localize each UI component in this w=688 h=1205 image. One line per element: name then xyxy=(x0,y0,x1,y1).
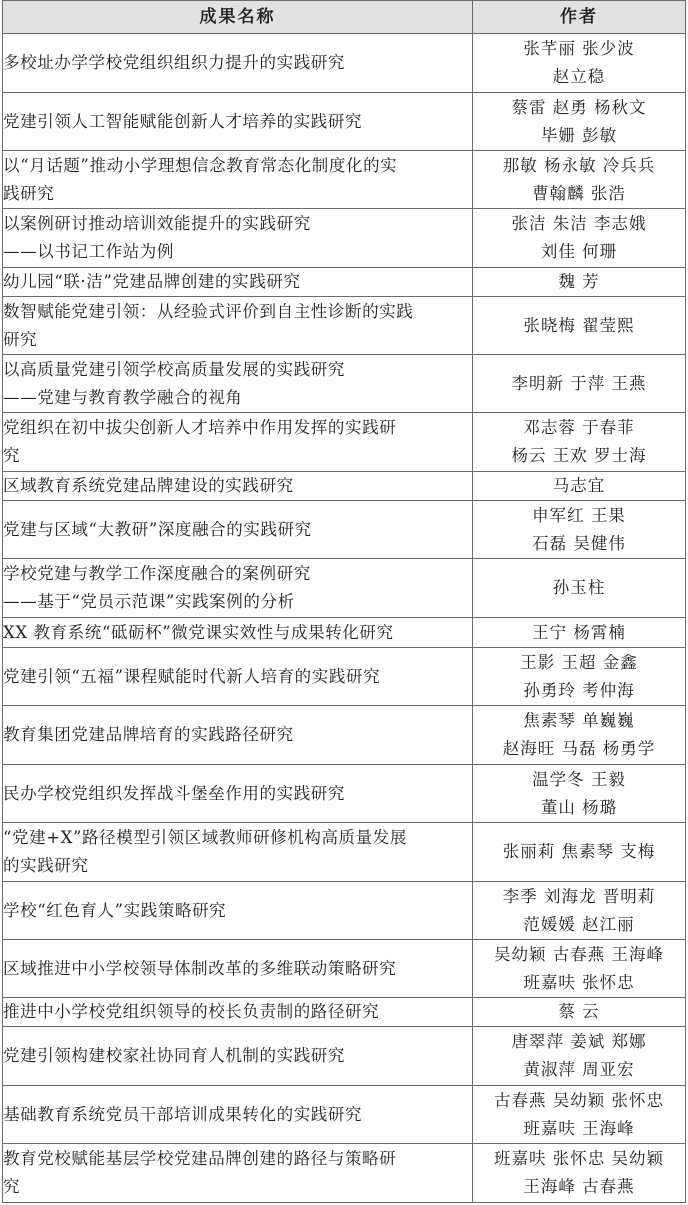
header-author-column: 作者 xyxy=(473,1,686,34)
achievement-title-line: ——党建与教育教学融合的视角 xyxy=(3,387,243,407)
authors-line: 赵海旺 马磊 杨勇学 xyxy=(502,739,656,758)
achievement-title-cell xyxy=(3,1086,473,1144)
authors-cell xyxy=(473,34,686,93)
table-row xyxy=(3,823,686,882)
authors-line: 班嘉呋 张怀忠 吴幼颖 xyxy=(494,1149,664,1168)
authors-cell xyxy=(473,151,686,209)
authors-cell xyxy=(473,823,686,882)
achievement-title-line: 教育党校赋能基层学校党建品牌创建的路径与策略研 xyxy=(3,1149,397,1168)
achievement-title-cell xyxy=(3,209,473,268)
authors-cell xyxy=(473,618,686,648)
authors-cell xyxy=(473,998,686,1027)
authors-line: 张洁 朱洁 李志娥 xyxy=(511,214,647,233)
authors-line: 王海峰 古春燕 xyxy=(523,1177,635,1196)
achievement-title-line: 党建引领“五福”课程赋能时代新人培育的实践研究 xyxy=(3,666,381,686)
achievement-title-cell xyxy=(3,355,473,413)
authors-line: 马志宜 xyxy=(552,476,606,495)
achievement-title-cell xyxy=(3,151,473,209)
achievement-title-line: 学校党建与教学工作深度融合的案例研究 xyxy=(3,564,311,583)
achievement-title-cell xyxy=(3,823,473,882)
achievement-title-line: ——以书记工作站为例 xyxy=(3,242,174,261)
achievement-title-cell xyxy=(3,618,473,648)
table-row xyxy=(3,1086,686,1144)
authors-line: 温学冬 王毅 xyxy=(532,769,626,789)
achievement-title-line: 推进中小学校党组织领导的校长负责制的路径研究 xyxy=(3,1002,380,1021)
authors-line: 曹翰麟 张浩 xyxy=(532,183,626,203)
authors-line: 魏 芳 xyxy=(558,272,600,291)
authors-line: 古春燕 吴幼颖 张怀忠 xyxy=(494,1090,664,1110)
achievement-title-line: 区域推进中小学校领导体制改革的多维联动策略研究 xyxy=(3,958,397,978)
authors-line: 邓志蓉 于春菲 xyxy=(523,418,635,437)
table-row xyxy=(3,501,686,559)
achievement-title-line: 党建引领构建校家社协同育人机制的实践研究 xyxy=(3,1046,345,1065)
authors-cell xyxy=(473,297,686,355)
achievement-title-line: 究 xyxy=(3,1177,21,1196)
table-row xyxy=(3,706,686,765)
table-row xyxy=(3,765,686,823)
authors-line: 毕姗 彭敏 xyxy=(540,125,618,145)
table-row xyxy=(3,559,686,618)
achievement-title-cell xyxy=(3,297,473,355)
achievement-title-line: “党建+X”路径模型引领区域教师研修机构高质量发展 xyxy=(3,828,407,847)
authors-cell xyxy=(473,268,686,297)
table-row xyxy=(3,34,686,93)
authors-line: 焦素琴 单巍巍 xyxy=(523,711,635,730)
achievement-title-cell xyxy=(3,882,473,940)
authors-line: 王影 王超 金鑫 xyxy=(520,652,638,672)
table-row xyxy=(3,618,686,648)
authors-line: 唐翠萍 姜斌 郑娜 xyxy=(511,1032,647,1051)
authors-line: 赵立稳 xyxy=(552,67,606,86)
authors-line: 李明新 于萍 王燕 xyxy=(511,373,647,393)
achievement-title-line: 党建与区域“大教研”深度融合的实践研究 xyxy=(3,519,312,539)
authors-line: 李季 刘海龙 晋明莉 xyxy=(502,886,656,906)
table-row xyxy=(3,93,686,151)
achievement-title-line: 究 xyxy=(3,446,21,465)
authors-line: 班嘉呋 张怀忠 xyxy=(523,972,635,992)
authors-line: 那敏 杨永敏 冷兵兵 xyxy=(502,155,656,175)
authors-cell xyxy=(473,648,686,706)
achievement-title-line: 党建引领人工智能赋能创新人才培养的实践研究 xyxy=(3,111,363,131)
table-row xyxy=(3,297,686,355)
achievement-title-cell xyxy=(3,559,473,618)
authors-line: 蔡 云 xyxy=(558,1002,600,1021)
authors-cell xyxy=(473,355,686,413)
header-row xyxy=(3,1,686,34)
authors-line: 张丽莉 焦素琴 支梅 xyxy=(502,842,656,861)
authors-cell xyxy=(473,1086,686,1144)
authors-line: 张晓梅 翟莹熙 xyxy=(523,315,635,335)
achievement-title-line: 教育集团党建品牌培育的实践路径研究 xyxy=(3,725,294,744)
achievement-title-line: 研究 xyxy=(3,329,38,349)
achievement-title-line: 民办学校党组织发挥战斗堡垒作用的实践研究 xyxy=(3,783,345,803)
achievement-title-line: 学校“红色育人”实践策略研究 xyxy=(3,900,227,920)
achievements-table xyxy=(2,0,686,1203)
authors-line: 申军红 王果 xyxy=(532,505,626,525)
authors-cell xyxy=(473,559,686,618)
authors-line: 黄淑萍 周亚宏 xyxy=(523,1060,635,1079)
table-row xyxy=(3,1027,686,1086)
achievement-title-line: 区域教育系统党建品牌建设的实践研究 xyxy=(3,476,294,495)
achievement-title-cell xyxy=(3,501,473,559)
achievement-title-line: 幼儿园“联·洁”党建品牌创建的实践研究 xyxy=(3,272,301,291)
authors-line: 石磊 吴健伟 xyxy=(532,533,626,553)
authors-cell xyxy=(473,93,686,151)
table-row xyxy=(3,882,686,940)
authors-cell xyxy=(473,706,686,765)
achievement-title-line: 践研究 xyxy=(3,183,55,203)
table-row xyxy=(3,268,686,297)
achievement-title-cell xyxy=(3,93,473,151)
achievement-title-line: 以“月话题”推动小学理想信念教育常态化制度化的实 xyxy=(3,155,398,175)
authors-cell xyxy=(473,882,686,940)
authors-line: 刘佳 何珊 xyxy=(540,242,618,261)
table-row xyxy=(3,940,686,998)
achievement-title-line: 以高质量党建引领学校高质量发展的实践研究 xyxy=(3,359,345,379)
table-row xyxy=(3,355,686,413)
achievement-title-line: 多校址办学学校党组织组织力提升的实践研究 xyxy=(3,53,345,72)
authors-line: 王宁 杨霄楠 xyxy=(532,622,626,642)
achievement-title-line: 的实践研究 xyxy=(3,856,89,875)
achievement-title-cell xyxy=(3,940,473,998)
achievement-title-cell xyxy=(3,472,473,501)
authors-line: 蔡雷 赵勇 杨秋文 xyxy=(511,97,647,117)
achievement-title-line: 党组织在初中拔尖创新人才培养中作用发挥的实践研 xyxy=(3,418,397,437)
achievement-title-cell xyxy=(3,998,473,1027)
authors-line: 范媛媛 赵江丽 xyxy=(523,914,635,934)
achievement-title-cell xyxy=(3,1144,473,1203)
achievement-title-cell xyxy=(3,706,473,765)
table-header xyxy=(3,1,686,34)
achievement-title-cell xyxy=(3,34,473,93)
authors-line: 董山 杨璐 xyxy=(540,797,618,817)
achievement-title-line: XX 教育系统“砥砺杯”微党课实效性与成果转化研究 xyxy=(3,622,394,642)
achievement-title-line: 基础教育系统党员干部培训成果转化的实践研究 xyxy=(3,1104,363,1124)
achievement-title-line: 数智赋能党建引领：从经验式评价到自主性诊断的实践 xyxy=(3,301,414,321)
table-row xyxy=(3,648,686,706)
table-row xyxy=(3,472,686,501)
authors-line: 张芊丽 张少波 xyxy=(523,39,635,58)
header-title-column: 成果名称 xyxy=(3,1,473,34)
table-row xyxy=(3,413,686,472)
table-row xyxy=(3,151,686,209)
authors-line: 孙勇玲 考仲海 xyxy=(523,680,635,700)
table-row xyxy=(3,998,686,1027)
authors-cell xyxy=(473,413,686,472)
authors-line: 孙玉柱 xyxy=(552,578,606,597)
authors-cell xyxy=(473,1027,686,1086)
achievement-title-cell xyxy=(3,1027,473,1086)
table-row xyxy=(3,1144,686,1203)
achievement-title-line: ——基于“党员示范课”实践案例的分析 xyxy=(3,592,295,611)
authors-cell xyxy=(473,209,686,268)
achievement-title-cell xyxy=(3,413,473,472)
authors-line: 杨云 王欢 罗士海 xyxy=(511,446,647,465)
authors-cell xyxy=(473,472,686,501)
authors-line: 吴幼颖 古春燕 王海峰 xyxy=(494,944,664,964)
authors-cell xyxy=(473,1144,686,1203)
table-row xyxy=(3,209,686,268)
achievement-title-cell xyxy=(3,268,473,297)
achievement-title-cell xyxy=(3,648,473,706)
authors-cell xyxy=(473,501,686,559)
authors-cell xyxy=(473,940,686,998)
achievement-title-cell xyxy=(3,765,473,823)
authors-cell xyxy=(473,765,686,823)
achievement-title-line: 以案例研讨推动培训效能提升的实践研究 xyxy=(3,214,311,233)
authors-line: 班嘉呋 王海峰 xyxy=(523,1118,635,1138)
table-body xyxy=(3,34,686,1203)
